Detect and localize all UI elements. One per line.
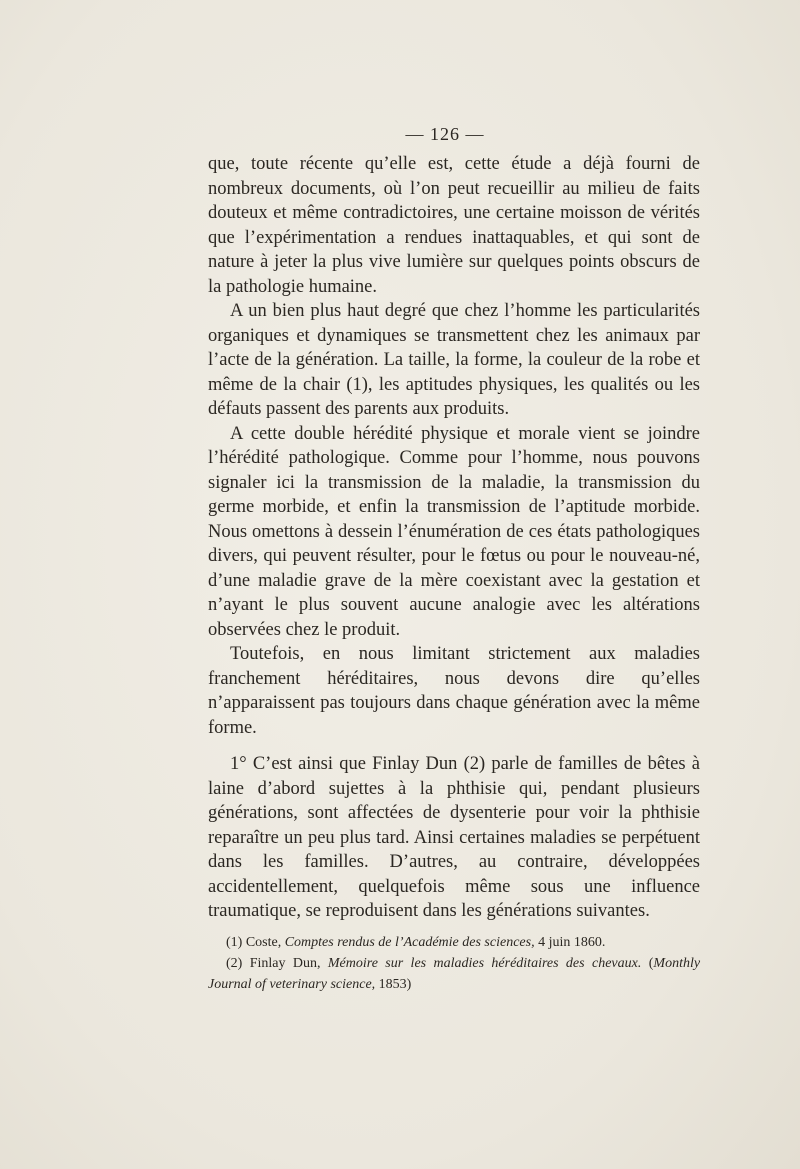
paragraph-finlay-dun: 1° C’est ainsi que Finlay Dun (2) parle de familles de bêtes à laine d’abord sujettes à la phthisie qui, pendant plusieurs générations, sont affectées de dysenterie pour voir la phthisie reparaître un peu plus tard. Ainsi certaines maladies se perpétuent dans les familles. D’autres, au contraire, développées accidentellement, quelquefois même sous une influence traumatique, se reproduisent dans les générations suivantes. [208, 754, 700, 921]
paragraph-hereditary-forms: Toutefois, en nous limitant strictement aux maladies franchement héréditaires, nous devons dire qu’elles n’apparaissent pas toujours dans chaque génération avec la même forme. [208, 644, 700, 738]
footnote-date: 4 juin 1860. [538, 935, 606, 950]
footnotes [208, 932, 700, 995]
footnote-1 [208, 932, 700, 953]
footnote-journal: Monthly Journal of veterinary science, [208, 956, 701, 992]
footnote-author: Coste, [245, 935, 282, 950]
paragraph-animal-heredity: A un bien plus haut degré que chez l’homme les particularités organiques et dynamiques se transmettent chez les animaux par l’acte de la génération. La taille, la forme, la couleur de la robe et même de la chair (1), les aptitudes physiques, les qualités ou les défauts passent des parents aux produits. [208, 301, 700, 419]
body-text [208, 152, 700, 924]
footnote-open-paren: ( [648, 956, 654, 971]
paragraph-continuation: que, toute récente qu’elle est, cette étude a déjà fourni de nombreux documents, où l’on peut recueillir au milieu de faits douteux et même contradictoires, une certaine moisson de vérités que l’expérimentation a rendues inattaquables, et qui sont de nature à jeter la plus vive lumière sur quelques points obscurs de la pathologie humaine. [208, 154, 700, 297]
footnote-author: Finlay Dun, [249, 956, 321, 971]
footnote-title: Mémoire sur les maladies héréditaires des chevaux. [327, 956, 642, 971]
paragraph-pathological-heredity: A cette double hérédité physique et morale vient se joindre l’hérédité pathologique. Comme pour l’homme, nous pouvons signaler ici la transmission de la maladie, la transmission du germe morbide, et enfin la transmission de l’aptitude morbide. Nous omettons à dessein l’énumération de ces états pathologiques divers, qui peuvent résulter, pour le fœtus ou pour le nouveau-né, d’une maladie grave de la mère coexistant avec la gestation et n’ayant le plus souvent aucune analogie avec les altérations observées chez le produit. [208, 423, 700, 640]
footnote-close-paren: ) [406, 977, 412, 992]
footnote-marker: (1) [226, 935, 243, 950]
page-number: — 126 — [405, 124, 485, 144]
footnote-marker: (2) [226, 956, 243, 971]
footnote-2 [208, 953, 700, 995]
footnote-title: Comptes rendus de l’Académie des sciences, [284, 935, 535, 950]
footnote-year: 1853 [378, 977, 407, 992]
